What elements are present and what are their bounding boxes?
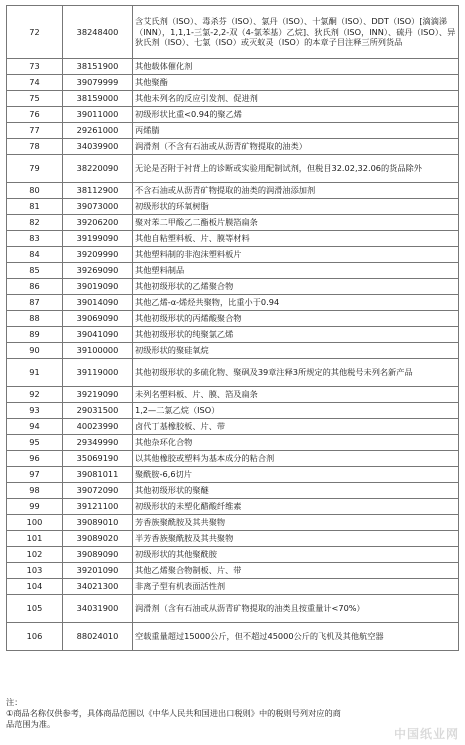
tariff-code: 34031900 bbox=[63, 595, 133, 623]
product-name: 其他未列名的反应引发剂、促进剂 bbox=[133, 91, 459, 107]
product-name: 其他初级形状的丙烯酸聚合物 bbox=[133, 311, 459, 327]
notes-line-1: ①商品名称仅供参考，具体商品范围以《中华人民共和国进出口税则》中的税则号列对应的商 bbox=[6, 708, 341, 718]
notes-heading: 注： bbox=[6, 697, 23, 707]
product-name: 初级形状的环氧树脂 bbox=[133, 199, 459, 215]
row-number: 89 bbox=[7, 327, 63, 343]
tariff-code: 39089090 bbox=[63, 547, 133, 563]
product-name: 其他乙烯-α-烯烃共聚物，比重小于0.94 bbox=[133, 295, 459, 311]
table-row bbox=[7, 107, 459, 123]
product-name: 其他塑料制品 bbox=[133, 263, 459, 279]
tariff-code: 39089020 bbox=[63, 531, 133, 547]
table-row bbox=[7, 359, 459, 387]
tariff-code: 39119000 bbox=[63, 359, 133, 387]
row-number: 92 bbox=[7, 387, 63, 403]
row-number: 98 bbox=[7, 483, 63, 499]
row-number: 85 bbox=[7, 263, 63, 279]
tariff-code: 38220090 bbox=[63, 155, 133, 183]
table-row bbox=[7, 6, 459, 59]
tariff-code: 29031500 bbox=[63, 403, 133, 419]
product-name: 1,2—二氯乙烷（ISO） bbox=[133, 403, 459, 419]
tariff-code: 38159000 bbox=[63, 91, 133, 107]
notes-section bbox=[6, 697, 458, 730]
table-row bbox=[7, 343, 459, 359]
product-name: 其他塑料制的非泡沫塑料板片 bbox=[133, 247, 459, 263]
product-name: 以其他橡胶或塑料为基本成分的粘合剂 bbox=[133, 451, 459, 467]
table-row bbox=[7, 247, 459, 263]
table-row bbox=[7, 231, 459, 247]
product-name: 初级形状的未塑化醋酸纤维素 bbox=[133, 499, 459, 515]
row-number: 83 bbox=[7, 231, 63, 247]
table-row bbox=[7, 595, 459, 623]
tariff-code: 39121100 bbox=[63, 499, 133, 515]
row-number: 73 bbox=[7, 59, 63, 75]
tariff-code: 34039900 bbox=[63, 139, 133, 155]
row-number: 75 bbox=[7, 91, 63, 107]
row-number: 101 bbox=[7, 531, 63, 547]
table-row bbox=[7, 199, 459, 215]
table-row bbox=[7, 435, 459, 451]
table-row bbox=[7, 139, 459, 155]
product-name: 初级形状的聚硅氧烷 bbox=[133, 343, 459, 359]
tariff-code: 38112900 bbox=[63, 183, 133, 199]
table-row bbox=[7, 531, 459, 547]
row-number: 77 bbox=[7, 123, 63, 139]
notes-line-2: 品范围为准。 bbox=[6, 719, 56, 729]
table-row bbox=[7, 483, 459, 499]
table-row bbox=[7, 403, 459, 419]
row-number: 80 bbox=[7, 183, 63, 199]
product-name: 丙烯腈 bbox=[133, 123, 459, 139]
row-number: 102 bbox=[7, 547, 63, 563]
product-name: 初级形状比重<0.94的聚乙烯 bbox=[133, 107, 459, 123]
tariff-code: 34021300 bbox=[63, 579, 133, 595]
row-number: 94 bbox=[7, 419, 63, 435]
tariff-code: 29261000 bbox=[63, 123, 133, 139]
row-number: 91 bbox=[7, 359, 63, 387]
product-name: 初级形状的其他聚酰胺 bbox=[133, 547, 459, 563]
table-row bbox=[7, 579, 459, 595]
table-row bbox=[7, 91, 459, 107]
row-number: 90 bbox=[7, 343, 63, 359]
row-number: 78 bbox=[7, 139, 63, 155]
tariff-code: 39209990 bbox=[63, 247, 133, 263]
tariff-table-body bbox=[7, 6, 459, 651]
row-number: 96 bbox=[7, 451, 63, 467]
table-row bbox=[7, 59, 459, 75]
product-name: 非离子型有机表面活性剂 bbox=[133, 579, 459, 595]
table-row bbox=[7, 215, 459, 231]
tariff-code: 39199090 bbox=[63, 231, 133, 247]
table-row bbox=[7, 467, 459, 483]
table-row bbox=[7, 75, 459, 91]
table-row bbox=[7, 451, 459, 467]
row-number: 72 bbox=[7, 6, 63, 59]
table-row bbox=[7, 499, 459, 515]
row-number: 106 bbox=[7, 623, 63, 651]
row-number: 84 bbox=[7, 247, 63, 263]
row-number: 88 bbox=[7, 311, 63, 327]
tariff-code: 38248400 bbox=[63, 6, 133, 59]
table-row bbox=[7, 311, 459, 327]
tariff-code: 29349990 bbox=[63, 435, 133, 451]
product-name: 聚酰胺-6,6切片 bbox=[133, 467, 459, 483]
table-row bbox=[7, 563, 459, 579]
tariff-code: 39081011 bbox=[63, 467, 133, 483]
product-name: 润滑剂（含有石油或从沥青矿物提取的油类且按重量计<70%） bbox=[133, 595, 459, 623]
tariff-code: 39069090 bbox=[63, 311, 133, 327]
row-number: 82 bbox=[7, 215, 63, 231]
product-name: 其他乙烯聚合物制板、片、带 bbox=[133, 563, 459, 579]
row-number: 105 bbox=[7, 595, 63, 623]
tariff-code: 39014090 bbox=[63, 295, 133, 311]
table-row bbox=[7, 515, 459, 531]
product-name: 卤代丁基橡胶板、片、带 bbox=[133, 419, 459, 435]
row-number: 86 bbox=[7, 279, 63, 295]
watermark-logo: 中国纸业网 bbox=[393, 727, 459, 741]
product-name: 聚对苯二甲酸乙二酯板片膜箔扁条 bbox=[133, 215, 459, 231]
product-name: 其他聚酯 bbox=[133, 75, 459, 91]
tariff-code: 39219090 bbox=[63, 387, 133, 403]
table-row bbox=[7, 387, 459, 403]
row-number: 81 bbox=[7, 199, 63, 215]
row-number: 103 bbox=[7, 563, 63, 579]
product-name: 其他初级形状的纯聚氯乙烯 bbox=[133, 327, 459, 343]
row-number: 100 bbox=[7, 515, 63, 531]
product-name: 其他初级形状的聚醚 bbox=[133, 483, 459, 499]
product-name: 半芳香族聚酰胺及其共聚物 bbox=[133, 531, 459, 547]
product-name: 其他初级形状的多硫化物、聚砜及39章注释3所规定的其他税号未列名新产品 bbox=[133, 359, 459, 387]
row-number: 76 bbox=[7, 107, 63, 123]
row-number: 87 bbox=[7, 295, 63, 311]
table-row bbox=[7, 327, 459, 343]
product-name: 含艾氏剂（ISO）、毒杀芬（ISO）、氯丹（ISO）、十氯酮（ISO）、DDT（ISO）[滴滴涕（INN），1,1,1-三氯-2,2-双（4-氯苯基）乙烷]、狄氏剂（ISO，INN）、硫丹（ISO）、异狄氏剂（ISO）、七氯（ISO）或灭蚁灵（ISO）的本章子目注释三所列货品 bbox=[133, 6, 459, 59]
tariff-code: 39206200 bbox=[63, 215, 133, 231]
row-number: 97 bbox=[7, 467, 63, 483]
tariff-code: 39073000 bbox=[63, 199, 133, 215]
tariff-code: 38151900 bbox=[63, 59, 133, 75]
tariff-code: 39041090 bbox=[63, 327, 133, 343]
table-row bbox=[7, 623, 459, 651]
tariff-code: 39019090 bbox=[63, 279, 133, 295]
table-row bbox=[7, 263, 459, 279]
tariff-code: 39089010 bbox=[63, 515, 133, 531]
product-name: 不含石油或从沥青矿物提取的油类的润滑油添加剂 bbox=[133, 183, 459, 199]
row-number: 99 bbox=[7, 499, 63, 515]
product-name: 其他载体催化剂 bbox=[133, 59, 459, 75]
tariff-code: 88024010 bbox=[63, 623, 133, 651]
table-row bbox=[7, 183, 459, 199]
tariff-code: 39201090 bbox=[63, 563, 133, 579]
product-name: 未列名塑料板、片、膜、箔及扁条 bbox=[133, 387, 459, 403]
product-name: 润滑剂（不含有石油或从沥青矿物提取的油类） bbox=[133, 139, 459, 155]
tariff-code: 39011000 bbox=[63, 107, 133, 123]
product-name: 其他初级形状的乙烯聚合物 bbox=[133, 279, 459, 295]
row-number: 79 bbox=[7, 155, 63, 183]
tariff-table bbox=[6, 5, 459, 651]
tariff-code: 39072090 bbox=[63, 483, 133, 499]
table-row bbox=[7, 547, 459, 563]
tariff-code: 39079999 bbox=[63, 75, 133, 91]
tariff-code: 35069190 bbox=[63, 451, 133, 467]
product-name: 其他自粘塑料板、片、膜等材料 bbox=[133, 231, 459, 247]
product-name: 其他杂环化合物 bbox=[133, 435, 459, 451]
tariff-code: 39269090 bbox=[63, 263, 133, 279]
table-row bbox=[7, 123, 459, 139]
product-name: 无论是否附于衬背上的诊断或实验用配制试剂，但税目32.02,32.06的货品除外 bbox=[133, 155, 459, 183]
product-name: 芳香族聚酰胺及其共聚物 bbox=[133, 515, 459, 531]
tariff-code: 39100000 bbox=[63, 343, 133, 359]
table-row bbox=[7, 419, 459, 435]
table-row bbox=[7, 295, 459, 311]
row-number: 104 bbox=[7, 579, 63, 595]
row-number: 93 bbox=[7, 403, 63, 419]
table-row bbox=[7, 155, 459, 183]
table-row bbox=[7, 279, 459, 295]
tariff-code: 40023990 bbox=[63, 419, 133, 435]
row-number: 95 bbox=[7, 435, 63, 451]
product-name: 空载重量超过15000公斤，但不超过45000公斤的飞机及其他航空器 bbox=[133, 623, 459, 651]
row-number: 74 bbox=[7, 75, 63, 91]
